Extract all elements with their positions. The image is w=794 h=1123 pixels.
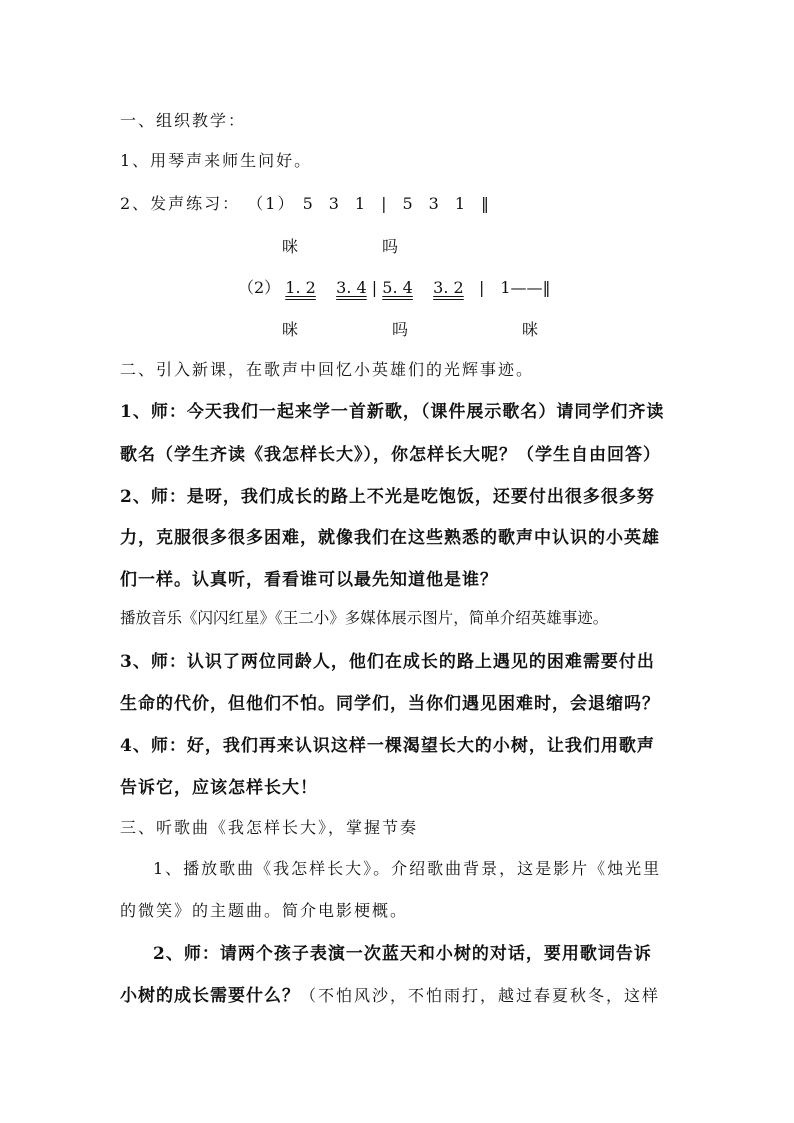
exercise2-label: （2） xyxy=(238,278,281,297)
exercise2-group-3: 5. 4 xyxy=(382,278,413,297)
exercise1-label: （1） xyxy=(247,194,296,213)
section3-p1-line2: 的微笑》的主题曲。简介电影梗概。 xyxy=(120,901,409,920)
section2-p1-line2: 歌名（学生齐读《我怎样长大》），你怎样长大呢？（学生自由回答） xyxy=(120,445,661,465)
exercise2-ending: | 1——‖ xyxy=(478,278,551,297)
section2-heading: 二、引入新课，在歌声中回忆小英雄们的光辉事迹。 xyxy=(120,360,535,379)
exercise2-notation xyxy=(238,275,551,298)
exercise1-syllable-2: 吗 xyxy=(382,237,399,256)
exercise2-syllable-3: 咪 xyxy=(522,320,539,339)
section1-heading: 一、组织教学： xyxy=(120,111,247,130)
section2-p2-line3: 们一样。认真听，看看谁可以最先知道他是谁？ xyxy=(120,570,498,590)
section3-p2-line1: 2、师：请两个孩子表演一次蓝天和小树的对话，要用歌词告诉 xyxy=(153,944,652,964)
exercise1-notes: 5 3 1 | 5 3 1 ‖ xyxy=(302,194,490,213)
section2-p4-line1: 4、师：好，我们再来认识这样一棵渴望长大的小树，让我们用歌声 xyxy=(120,736,655,756)
exercise2-group-1: 1. 2 xyxy=(285,278,316,297)
section3-p2-line2 xyxy=(120,981,660,1006)
section2-p3-line2: 生命的代价，但他们不怕。同学们，当你们遇见困难时，会退缩吗？ xyxy=(120,694,660,714)
exercise2-syllable-2: 吗 xyxy=(392,320,409,339)
section1-item1: 1、用琴声来师生问好。 xyxy=(120,151,313,170)
section2-music-note: 播放音乐《闪闪红星》《王二小》多媒体展示图片，简单介绍英雄事迹。 xyxy=(120,609,609,627)
section2-p2-line1: 2、师：是呀，我们成长的路上不光是吃饱饭，还要付出很多很多努 xyxy=(120,487,655,507)
section2-p2-line2: 力，克服很多很多困难，就像我们在这些熟悉的歌声中认识的小英雄 xyxy=(120,528,660,548)
exercise2-group-4: 3. 2 xyxy=(433,278,464,297)
exercise2-group-2: 3. 4 xyxy=(336,278,367,297)
section2-p4-line2: 告诉它，应该怎样长大！ xyxy=(120,778,318,798)
section3-p1-line1: 1、播放歌曲《我怎样长大》。介绍歌曲背景，这是影片《烛光里 xyxy=(153,859,662,878)
section3-p2-question: 小树的成长需要什么？ xyxy=(120,986,300,1006)
exercise1-syllable-1: 咪 xyxy=(282,237,299,256)
section3-heading: 三、听歌曲《我怎样长大》，掌握节奏 xyxy=(120,818,419,837)
section2-p3-line1: 3、师：认识了两位同龄人，他们在成长的路上遇见的困难需要付出 xyxy=(120,652,655,672)
exercise2-syllable-1: 咪 xyxy=(282,320,299,339)
section3-p2-answer: （不怕风沙，不怕雨打，越过春夏秋冬，这样 xyxy=(300,986,661,1005)
exercise2-barline: | xyxy=(371,278,378,297)
section2-p1-line1: 1、师：今天我们一起来学一首新歌，（课件展示歌名）请同学们齐读 xyxy=(120,402,665,422)
section1-item2 xyxy=(120,191,489,214)
item2-prefix: 2、发声练习： xyxy=(120,194,241,213)
